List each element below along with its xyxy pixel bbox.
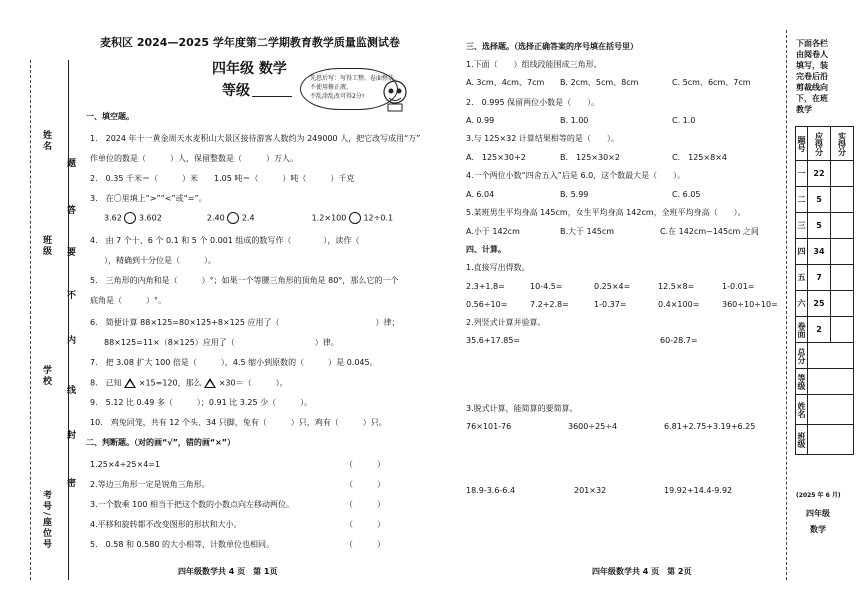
judge-item: 4.平移和旋转都不改变图形的形状和大小。 (90, 520, 242, 529)
vertical-calc: 60-28.7= (660, 336, 698, 345)
sidebar-cut-line (786, 30, 787, 580)
score-q: 四 (796, 239, 808, 265)
score-class[interactable] (808, 425, 854, 455)
score-max: 5 (808, 187, 831, 213)
section1-heading: 一、填空题。 (86, 112, 134, 121)
fill-q4-line2: ），精确到十分位是（ ）。 (104, 256, 216, 265)
fill-q4-line1: 4. 由 7 个十、6 个 0.1 和 5 个 0.001 组成的数写作（ ），读作（ (90, 236, 360, 245)
note-line: 下面各栏 (796, 39, 828, 48)
choice-q1: 1.下面（ ）组线段能围成三角形。 (466, 60, 602, 69)
compare-value: 2.40 (206, 213, 225, 223)
section4-heading: 四、计算。 (466, 245, 506, 254)
score-actual[interactable] (831, 161, 854, 187)
compare-circle[interactable] (124, 212, 136, 224)
footer-page2: 四年级数学共 4 页 第 2页 (592, 567, 692, 576)
note-line: 下，在班 (796, 94, 828, 103)
judge-item: 3.一个数乘 100 相当于把这个数的小数点向左移动两位。 (90, 500, 294, 509)
fill-q6-line2: 88×125=11×（8×125）应用了（ ）律。 (104, 338, 339, 347)
score-actual[interactable] (831, 239, 854, 265)
q8-text: ×30＝（ ）。 (218, 378, 288, 388)
compare-value: 12÷0.1 (363, 213, 394, 223)
score-max: 2 (808, 317, 831, 343)
choice-option[interactable]: A.小于 142cm (466, 227, 520, 236)
choice-option[interactable]: A. 3cm、4cm、7cm (466, 78, 545, 87)
stepwise-calc: 201×32 (574, 486, 607, 495)
score-max: 7 (808, 265, 831, 291)
fill-q8 (90, 378, 288, 389)
choice-option[interactable]: A. 0.99 (466, 116, 495, 125)
score-total[interactable] (808, 343, 854, 369)
exam-title: 麦积区 2024—2025 学年度第二学期教育教学质量监测试卷 (100, 36, 400, 49)
fill-q10: 10. 鸡兔同笼，共有 12 个头、34 只脚，兔有（ ）只，鸡有（ ）只。 (90, 418, 387, 427)
q8-text: ×15=120，那么 (138, 378, 202, 388)
note-line: 填写，装 (796, 61, 828, 70)
oral-calc: 1-0.01= (722, 282, 755, 291)
score-head: 实得分 (831, 127, 854, 161)
compare-value: 3.602 (138, 213, 162, 223)
fill-q2: 2. 0.35 千米＝（ ）米 1.05 吨＝（ ）吨（ ）千克 (90, 174, 355, 183)
triangle-icon (204, 378, 216, 388)
answer-paren[interactable]: （ ） (345, 480, 385, 489)
fill-q5-line1: 5. 三角形的内角和是（ ）°；如果一个等腰三角形的顶角是 80°，那么它的一个 (90, 276, 399, 285)
oral-calc: 12.5×8= (658, 282, 695, 291)
stepwise-calc: 19.92+14.4-9.92 (664, 486, 733, 495)
exam-subtitle: 四年级 数学 (212, 61, 287, 77)
note-line: 教学 (796, 105, 812, 114)
score-head: 题号 (796, 127, 808, 161)
compare-circle[interactable] (227, 212, 239, 224)
seal-char: 题 (65, 158, 75, 169)
stepwise-calc: 76×101-76 (466, 422, 512, 431)
calc-part1-title: 1.直接写出得数。 (466, 263, 530, 272)
score-q: 六 (796, 291, 808, 317)
sidebar-date: (2025 年 6 月) (796, 492, 841, 499)
seal-char: 内 (65, 335, 75, 346)
choice-option[interactable]: C.在 142cm~145cm 之间 (660, 227, 759, 236)
score-actual[interactable] (831, 187, 854, 213)
score-class-label: 班级 (796, 425, 808, 455)
fill-q9: 9. 5.12 比 0.49 多（ ）；0.91 比 3.25 少（ ）。 (90, 398, 313, 407)
score-q: 三 (796, 213, 808, 239)
oral-calc: 10-4.5= (530, 282, 563, 291)
choice-option[interactable]: C. 5cm、6cm、7cm (672, 78, 751, 87)
oral-calc: 0.25×4= (594, 282, 631, 291)
bubble-line: 先思后写：写得工整、卷面整洁， (310, 75, 401, 82)
binding-line (68, 60, 69, 580)
score-actual[interactable] (831, 291, 854, 317)
oral-calc: 1-0.37= (594, 300, 627, 309)
stepwise-calc: 3600÷25÷4 (568, 422, 618, 431)
binding-class-label: 班级 (41, 235, 51, 257)
triangle-icon (124, 378, 136, 388)
bubble-line: 不使用修正液、 (310, 84, 353, 91)
score-head: 应得分 (808, 127, 831, 161)
stepwise-calc: 18.9-3.6-6.4 (466, 486, 516, 495)
binding-seat-label: 考号/座位号 (41, 490, 51, 551)
note-line: 由阅卷人 (796, 50, 828, 59)
score-q: 一 (796, 161, 808, 187)
choice-option[interactable]: A. 6.04 (466, 190, 495, 199)
fill-q1-line2: 作单位的数是（ ）人，保留整数是（ ）万人。 (90, 154, 298, 163)
choice-q4: 4.一个两位小数“四舍五入”后是 6.0，这个数最大是（ ）。 (466, 171, 686, 180)
choice-option[interactable]: B. 5.99 (560, 190, 589, 199)
choice-option[interactable]: C. 125×8×4 (672, 153, 727, 162)
sidebar-note (796, 38, 828, 115)
answer-paren[interactable]: （ ） (345, 500, 385, 509)
note-line: 剪裁线向 (796, 83, 828, 92)
choice-option[interactable]: B. 2cm、5cm、8cm (560, 78, 639, 87)
fill-q3: 3. 在〇里填上“>”“<”或“=”。 (90, 194, 207, 203)
fill-q1-line1: 1. 2024 年十一黄金周天水麦积山大景区接待游客人数约为 249000 人，把它改写成用“万” (90, 134, 421, 143)
score-grade[interactable] (808, 369, 854, 395)
compare-value: 3.62 (104, 213, 122, 223)
score-total-label: 总分 (796, 343, 808, 369)
choice-option[interactable]: C. 1.0 (672, 116, 696, 125)
binding-name-label: 姓名 (41, 130, 51, 152)
score-name[interactable] (808, 395, 854, 425)
choice-q2: 2. 0.995 保留两位小数是（ ）。 (466, 98, 600, 107)
score-grade-label: 等级 (796, 369, 808, 395)
stepwise-calc: 6.81+2.75+3.19+6.25 (664, 422, 756, 431)
score-max: 5 (808, 213, 831, 239)
answer-paren[interactable]: （ ） (345, 540, 385, 549)
oral-calc: 2.3+1.8= (466, 282, 505, 291)
judge-item: 5. 0.58 和 0.580 的大小相等，计数单位也相同。 (90, 540, 274, 549)
score-max: 22 (808, 161, 831, 187)
robot-icon (380, 78, 410, 112)
choice-q5: 5.某班男生平均身高 145cm，女生平均身高 142cm，全班平均身高（ ）。 (466, 208, 746, 217)
answer-paren[interactable]: （ ） (345, 520, 385, 529)
choice-q3: 3.与 125×32 计算结果相等的是（ ）。 (466, 134, 619, 143)
seal-char: 封 (65, 430, 75, 441)
seal-char: 答 (65, 205, 75, 216)
seal-char: 线 (65, 385, 75, 396)
choice-option[interactable]: B. 1.00 (560, 116, 589, 125)
grade-label: 等级 (222, 83, 250, 99)
grade-blank (252, 96, 292, 97)
sidebar-subject: 数学 (810, 525, 826, 534)
score-actual[interactable] (831, 317, 854, 343)
oral-calc: 360÷10÷10= (722, 300, 778, 309)
bubble-line: 不乱涂乱改可得2分! (310, 93, 365, 100)
score-actual[interactable] (831, 265, 854, 291)
score-q: 五 (796, 265, 808, 291)
calc-part3-title: 3.脱式计算，能简算的要简算。 (466, 404, 578, 413)
oral-calc: 0.4×100= (658, 300, 700, 309)
choice-option[interactable]: C. 6.05 (672, 190, 701, 199)
answer-paren[interactable]: （ ） (345, 460, 385, 469)
choice-option[interactable]: A. 125×30+2 (466, 153, 526, 162)
seal-char: 要 (65, 247, 75, 258)
seal-char: 不 (65, 290, 75, 301)
score-max: 34 (808, 239, 831, 265)
section2-heading: 二、判断题。（对的画“√”，错的画“×”） (86, 438, 236, 447)
cut-line (30, 60, 31, 580)
calc-part2-title: 2.列竖式计算并验算。 (466, 318, 546, 327)
fill-q3-row (104, 212, 393, 224)
compare-circle[interactable] (349, 212, 361, 224)
judge-item: 1.25×4÷25×4=1 (90, 460, 161, 469)
choice-option[interactable]: B.大于 145cm (560, 227, 615, 236)
choice-option[interactable]: B. 125×30×2 (560, 153, 620, 162)
sidebar-grade: 四年级 (806, 509, 830, 518)
fill-q5-line2: 底角是（ ）°。 (90, 296, 166, 305)
score-q: 二 (796, 187, 808, 213)
compare-value: 2.4 (241, 213, 255, 223)
fill-q7: 7. 把 3.08 扩大 100 倍是（ ），4.5 缩小到原数的（ ）是 0.045。 (90, 358, 378, 367)
footer-page1: 四年级数学共 4 页 第 1页 (178, 567, 278, 576)
compare-value: 1.2×100 (311, 213, 347, 223)
judge-item: 2.等边三角形一定是锐角三角形。 (90, 480, 210, 489)
binding-school-label: 学校 (41, 365, 51, 387)
oral-calc: 0.56÷10= (466, 300, 508, 309)
section3-heading: 三、选择题。（选择正确答案的序号填在括号里） (466, 42, 638, 51)
oral-calc: 7.2+2.8= (530, 300, 569, 309)
q8-text: 8. 已知 (90, 378, 122, 388)
score-actual[interactable] (831, 213, 854, 239)
note-line: 完卷后沿 (796, 72, 828, 81)
seal-char: 密 (65, 478, 75, 489)
fill-q6-line1: 6. 简便计算 88×125=80×125+8×125 应用了（ ）律； (90, 318, 400, 327)
score-q: 卷面 (796, 317, 808, 343)
score-table (795, 126, 854, 455)
vertical-calc: 35.6+17.85= (466, 336, 521, 345)
score-name-label: 姓名 (796, 395, 808, 425)
score-max: 25 (808, 291, 831, 317)
